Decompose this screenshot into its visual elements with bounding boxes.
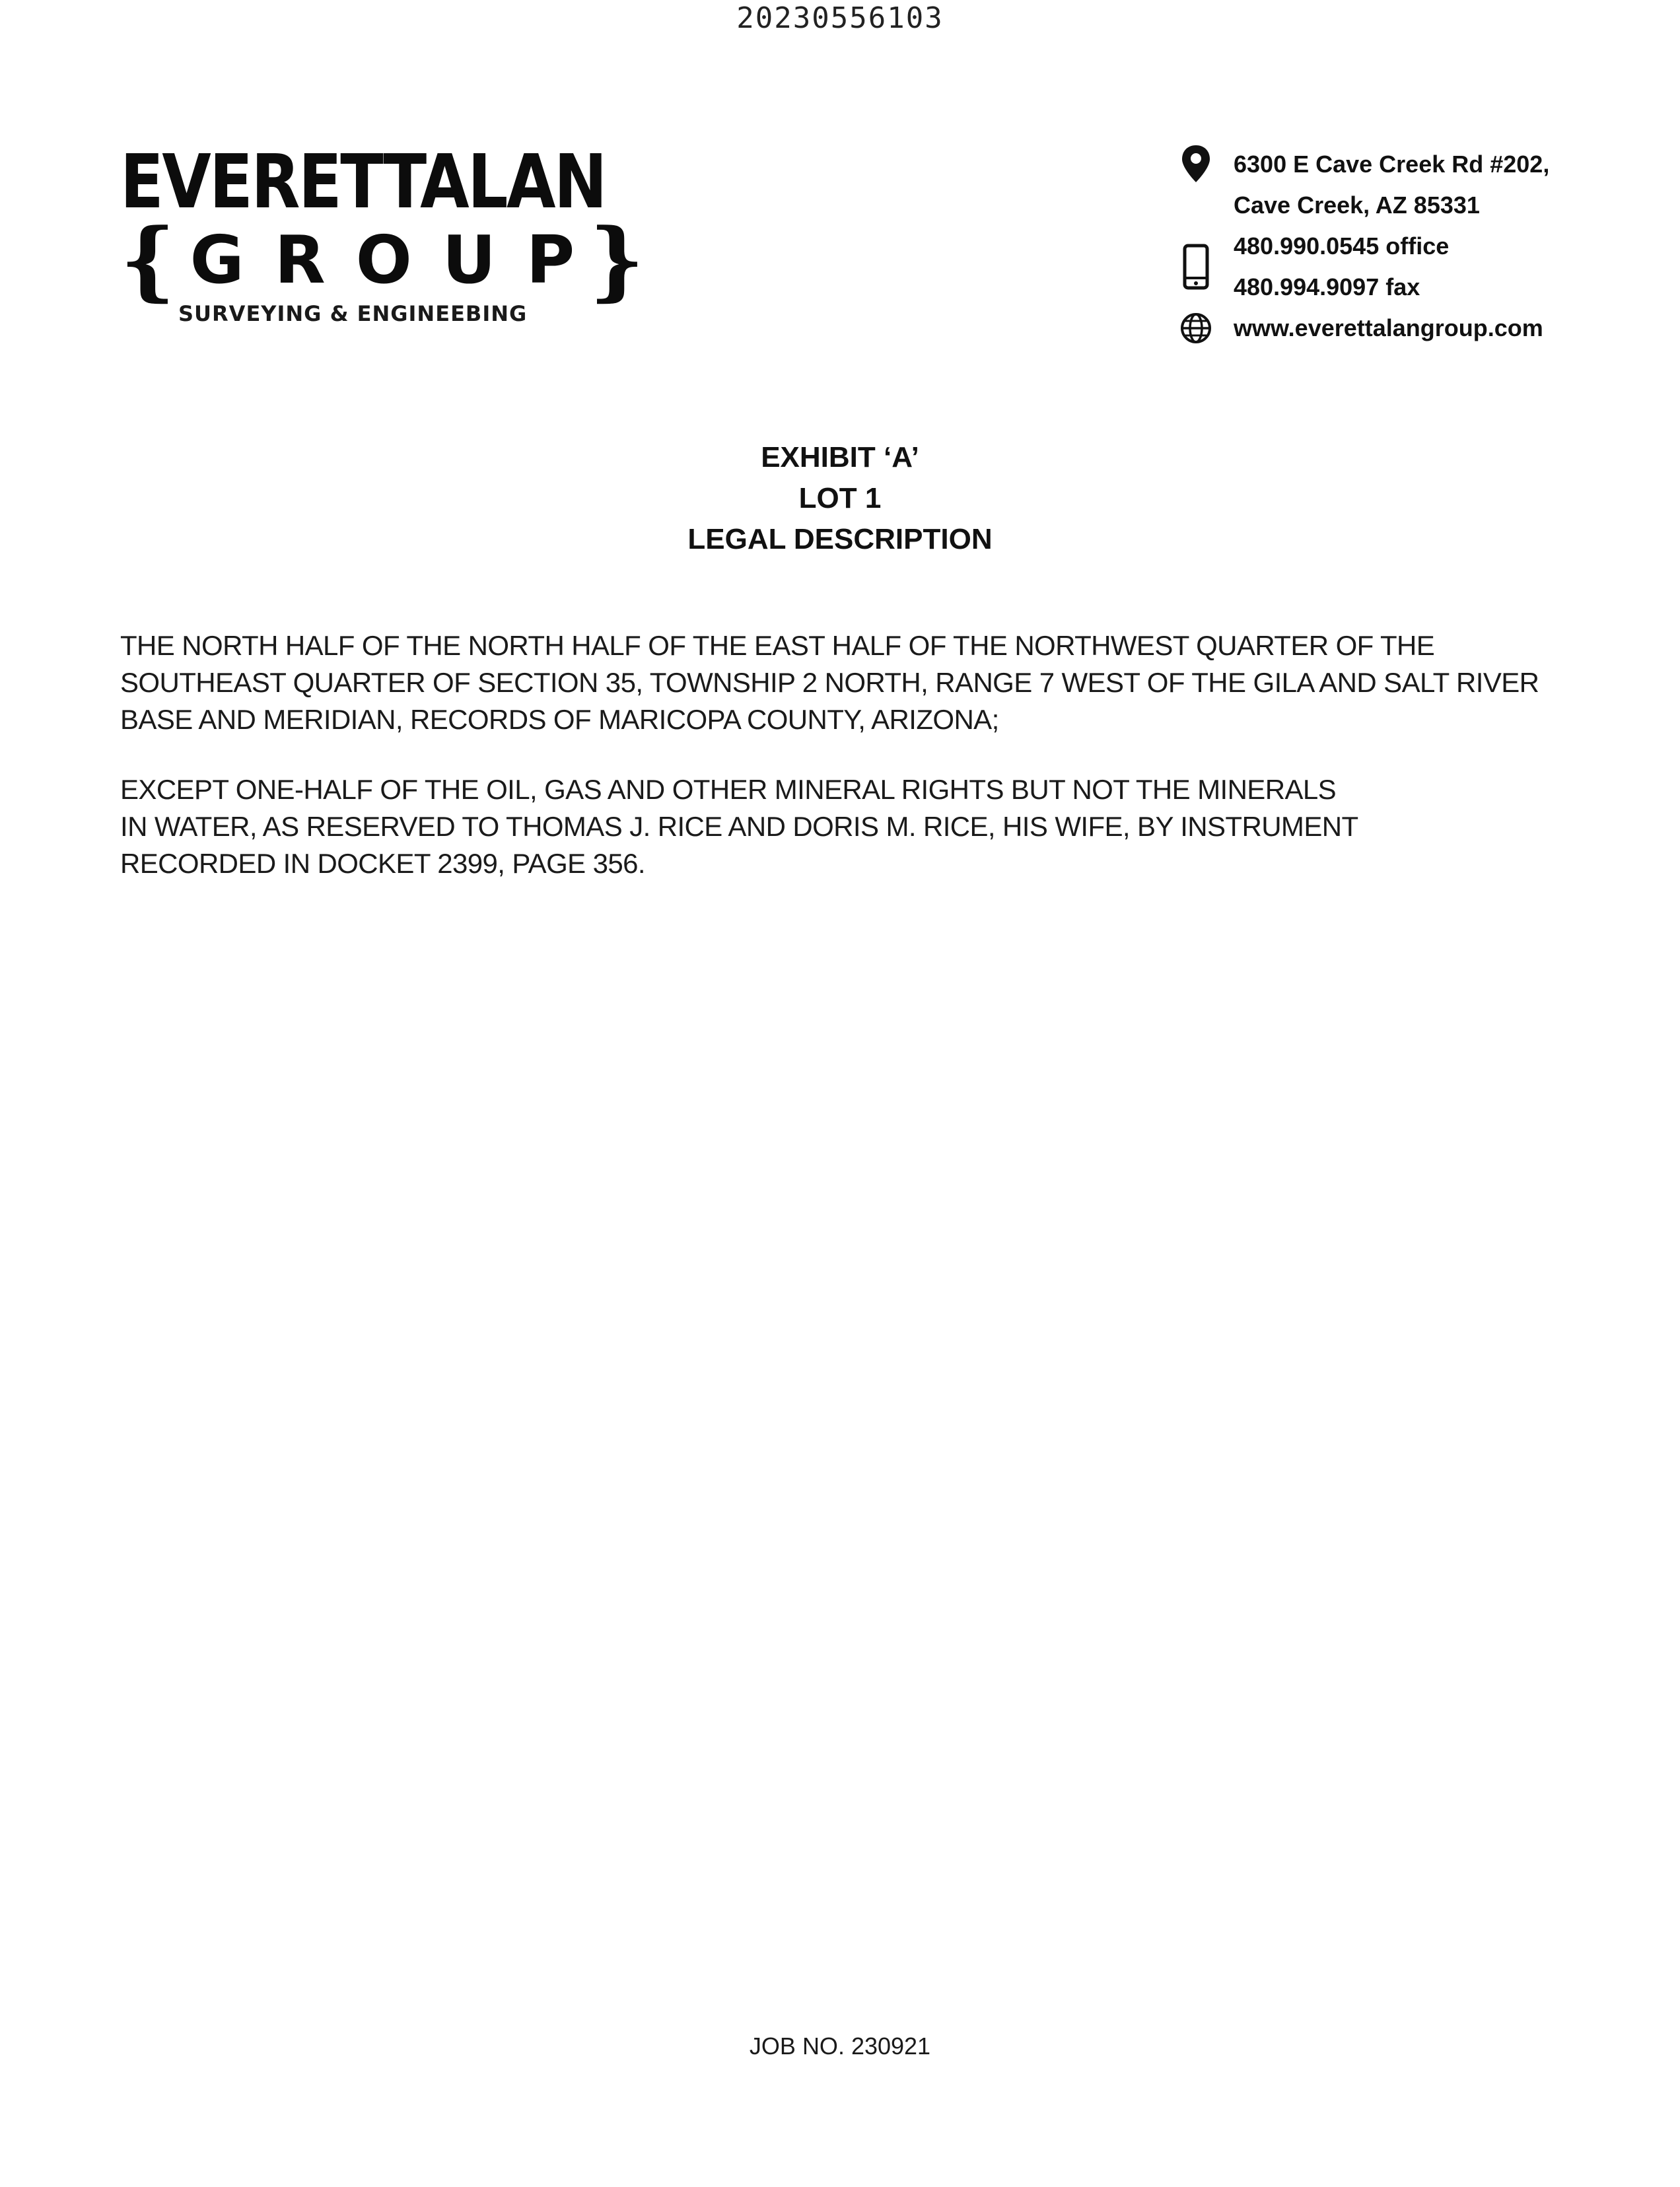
- paragraph-line: RECORDED IN DOCKET 2399, PAGE 356.: [120, 848, 645, 879]
- logo-tagline: SURVEYING & ENGINEEBING: [178, 301, 528, 326]
- lot-title: LOT 1: [798, 482, 882, 514]
- logo-brace-close: }: [589, 209, 645, 310]
- website-row: [1175, 308, 1651, 349]
- paragraph-line: IN WATER, AS RESERVED TO THOMAS J. RICE AND DORIS M. RICE, HIS WIFE, BY INSTRUMENT: [120, 811, 1358, 842]
- exception-paragraph: [120, 771, 1573, 882]
- logo-brace-open: {: [120, 209, 176, 310]
- globe-icon: [1175, 308, 1216, 349]
- legal-description-title: LEGAL DESCRIPTION: [687, 523, 993, 555]
- logo-group-wordmark: [120, 209, 645, 310]
- recording-number: 20230556103: [736, 1, 944, 35]
- mobile-phone-icon: [1175, 226, 1216, 308]
- paragraph-line: THE NORTH HALF OF THE NORTH HALF OF THE EAST HALF OF THE NORTHWEST QUARTER OF THE: [120, 630, 1435, 661]
- exhibit-heading: [0, 437, 1680, 560]
- contact-block: [1175, 144, 1651, 349]
- logo-group-text: GROUP: [190, 221, 606, 298]
- address-line-1: 6300 E Cave Creek Rd #202,: [1234, 151, 1550, 178]
- phone-fax: 480.994.9097 fax: [1234, 273, 1420, 300]
- exhibit-title: EXHIBIT ‘A’: [761, 441, 919, 473]
- address-row: [1175, 144, 1651, 226]
- job-number: JOB NO. 230921: [749, 2032, 931, 2060]
- paragraph-line: SOUTHEAST QUARTER OF SECTION 35, TOWNSHIP 2 NORTH, RANGE 7 WEST OF THE GILA AND SALT RIVER: [120, 667, 1539, 698]
- address-line-2: Cave Creek, AZ 85331: [1234, 191, 1480, 219]
- company-logo: [120, 139, 645, 326]
- paragraph-line: EXCEPT ONE-HALF OF THE OIL, GAS AND OTHER MINERAL RIGHTS BUT NOT THE MINERALS: [120, 774, 1337, 805]
- map-pin-icon: [1175, 144, 1216, 185]
- phone-row: [1175, 226, 1651, 308]
- legal-description-paragraph: [120, 627, 1573, 738]
- logo-company-name: EVERETTALAN: [120, 139, 606, 225]
- phone-office: 480.990.0545 office: [1234, 232, 1450, 260]
- paragraph-line: BASE AND MERIDIAN, RECORDS OF MARICOPA COUNTY, ARIZONA;: [120, 704, 999, 735]
- website-url: www.everettalangroup.com: [1234, 314, 1543, 341]
